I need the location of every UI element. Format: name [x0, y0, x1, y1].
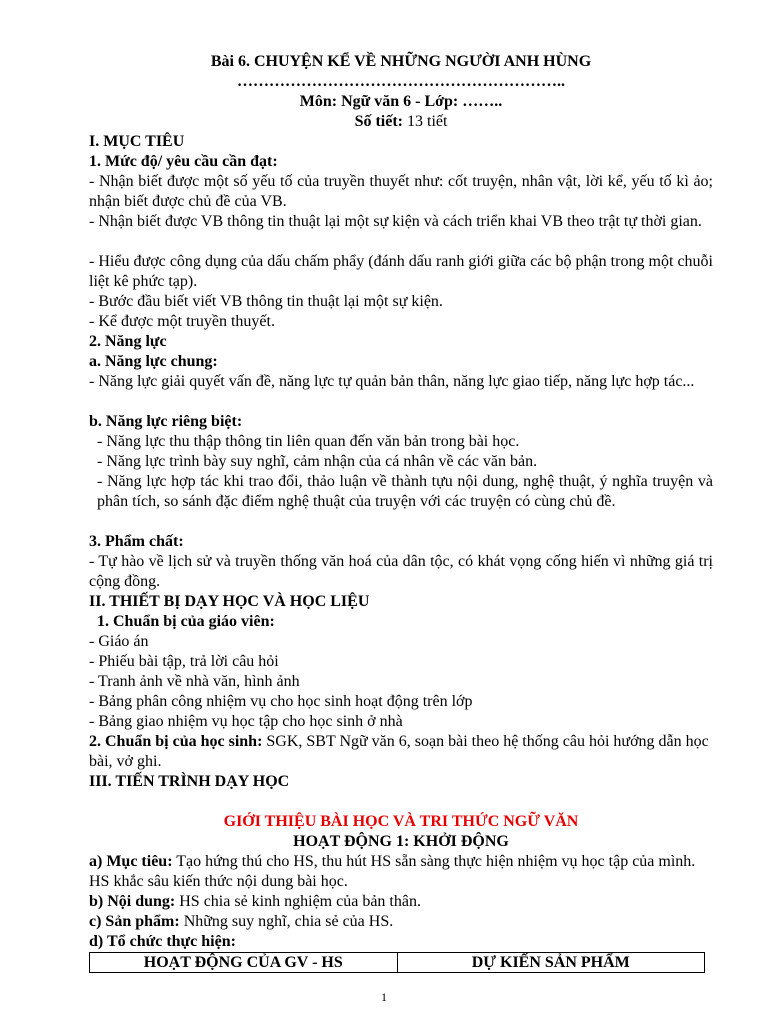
student-prep	[89, 732, 713, 772]
general-competence-text: - Năng lực giải quyết vấn đề, năng lực tự quản bản thân, năng lực giao tiếp, năng lực hợp tác...	[89, 373, 695, 390]
table-header-expected-product: DỰ KIẾN SẢN PHẨM	[397, 953, 705, 973]
requirement-item: - Nhận biết được VB thông tin thuật lại một sự kiện và cách triển khai VB theo trật tự thời gian.	[89, 213, 702, 230]
teacher-prep-item: - Bảng phân công nhiệm vụ cho học sinh hoạt động trên lớp	[89, 693, 473, 710]
activity-goal	[89, 852, 713, 892]
section-objectives-heading: I. MỤC TIÊU	[89, 133, 185, 150]
lesson-title: Bài 6. CHUYỆN KỂ VỀ NHỮNG NGƯỜI ANH HÙNG	[210, 53, 592, 70]
periods-label: Số tiết:	[354, 113, 403, 130]
requirement-item: - Hiểu được công dụng của dấu chấm phẩy (đánh dấu ranh giới giữa các bộ phận trong một chuỗi liệt kê phức tạp).	[89, 253, 713, 290]
student-prep-text: SGK, SBT Ngữ văn 6, soạn bài theo hệ thống câu hỏi hướng dẫn học bài, vở ghi.	[89, 733, 709, 770]
requirement-item: - Nhận biết được một số yếu tố của truyền thuyết như: cốt truyện, nhân vật, lời kể, yếu tố kì ảo; nhận biết được chủ đề của VB.	[89, 173, 713, 210]
activity-product	[89, 912, 713, 932]
page-number: 1	[381, 990, 387, 1004]
teacher-prep-heading: 1. Chuẩn bị của giáo viên:	[97, 613, 275, 630]
specific-competence-item: - Năng lực trình bày suy nghĩ, cảm nhận của cá nhân về các văn bản.	[97, 453, 538, 470]
section-process-heading: III. TIẾN TRÌNH DẠY HỌC	[89, 773, 290, 790]
student-prep-label: 2. Chuẩn bị của học sinh:	[89, 733, 263, 750]
subject-line: Môn: Ngữ văn 6 - Lớp: ……..	[299, 93, 503, 110]
requirements-heading: 1. Mức độ/ yêu cầu cần đạt:	[89, 153, 278, 170]
periods-value: 13 tiết	[403, 113, 448, 130]
teacher-prep-item: - Bảng giao nhiệm vụ học tập cho học sinh ở nhà	[89, 713, 403, 730]
activity-content	[89, 892, 713, 912]
competence-heading: 2. Năng lực	[89, 333, 167, 350]
section-equipment-heading: II. THIẾT BỊ DẠY HỌC VÀ HỌC LIỆU	[89, 593, 370, 610]
teacher-prep-item: - Giáo án	[89, 633, 149, 650]
specific-competence-item: - Năng lực hợp tác khi trao đổi, thảo luận về thành tựu nội dung, nghệ thuật, ý nghĩa truyện và phân tích, so sánh đặc điểm nghệ thuật của truyện với các truyện có cùng chủ đề.	[97, 473, 713, 510]
activity-title: HOẠT ĐỘNG 1: KHỞI ĐỘNG	[293, 833, 509, 850]
title-dots: ……………………………………………………..	[237, 73, 565, 90]
teacher-prep-item: - Tranh ảnh về nhà văn, hình ảnh	[89, 673, 300, 690]
table-header-teacher-student: HOẠT ĐỘNG CỦA GV - HS	[90, 953, 398, 973]
periods-line	[89, 112, 713, 132]
table-header-row	[90, 953, 705, 973]
teacher-prep-item: - Phiếu bài tập, trả lời câu hỏi	[89, 653, 279, 670]
product-label: c) Sản phẩm:	[89, 913, 180, 930]
requirement-item: - Bước đầu biết viết VB thông tin thuật lại một sự kiện.	[89, 293, 443, 310]
goal-label: a) Mục tiêu:	[89, 853, 173, 870]
lesson-intro-title: GIỚI THIỆU BÀI HỌC VÀ TRI THỨC NGỮ VĂN	[223, 813, 579, 830]
quality-heading: 3. Phẩm chất:	[89, 533, 184, 550]
quality-text: - Tự hào về lịch sử và truyền thống văn hoá của dân tộc, có khát vọng cống hiến vì những giá trị cộng đồng.	[89, 553, 713, 590]
product-text: Những suy nghĩ, chia sẻ của HS.	[179, 913, 394, 930]
specific-competence-heading: b. Năng lực riêng biệt:	[89, 413, 243, 430]
activity-table	[89, 952, 705, 973]
organization-label: d) Tổ chức thực hiện:	[89, 933, 236, 950]
general-competence-heading: a. Năng lực chung:	[89, 353, 218, 370]
specific-competence-item: - Năng lực thu thập thông tin liên quan đến văn bản trong bài học.	[97, 433, 520, 450]
content-label: b) Nội dung:	[89, 893, 176, 910]
requirement-item: - Kể được một truyền thuyết.	[89, 313, 275, 330]
content-text: HS chia sẻ kinh nghiệm của bản thân.	[175, 893, 421, 910]
goal-text: Tạo hứng thú cho HS, thu hút HS sẵn sàng thực hiện nhiệm vụ học tập của mình. HS khắc sâu kiến thức nội dung bài học.	[89, 853, 696, 890]
